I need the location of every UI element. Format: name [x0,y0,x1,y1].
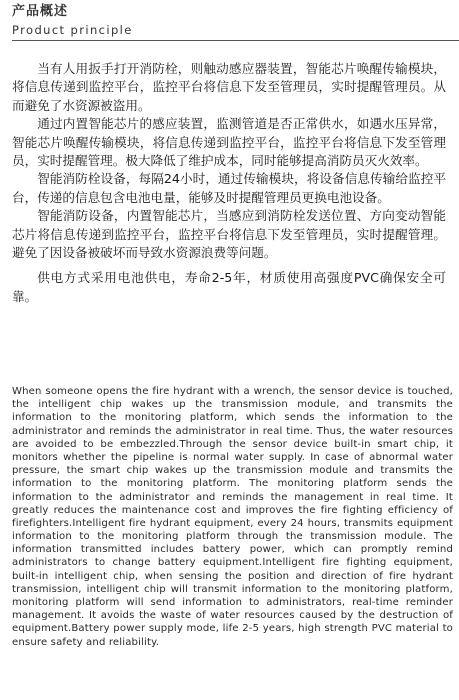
en-paragraph: When someone opens the fire hydrant with a wrench, the sensor device is touched, the intelligent chip wakes up the transmission module, and transmits the information to the monitoring platform, which sends the information to the administrator and reminds the administrator in real time. Thus, the water resources are avoided to be embezzled.Through the sensor device built-in smart chip, it monitors whether the pipeline is normal water supply. In case of abnormal water pressure, the smart chip wakes up the transmission module and transmits the information to the monitoring platform. The monitoring platform sends the information to the administrator and reminds the management in real time. It greatly reduces the maintenance cost and improves the fire fighting efficiency of firefighters.Intelligent fire hydrant equipment, every 24 hours, transmits equipment information to the monitoring platform through the transmission module. The information transmitted includes battery power, which can promptly remind administrators to change battery equipment.Intelligent fire fighting equipment, built-in intelligent chip, when sensing the position and direction of fire hydrant transmission, intelligent chip will transmit information to the monitoring platform, monitoring platform will send information to administrators, real-time reminder management. It avoids the waste of water resources caused by the destruction of equipment.Battery power supply mode, life 2-5 years, high strength PVC material to ensure safety and reliability. [12,386,453,648]
header-divider [12,40,459,41]
cn-paragraph-3: 智能消防栓设备，每隔24小时，通过传输模块，将设备信息传输给监控平台，传递的信息包含电池电量，能够及时提醒管理员更换电池设备。 [12,171,446,205]
cn-paragraph-4: 智能消防设备，内置智能芯片，当感应到消防栓发送位置、方向变动智能芯片将信息传递到监控平台，监控平台将信息下发至管理员，实时提醒管理。避免了因设备被破坏而导致水资源浪费等问题。 [12,208,446,261]
cn-paragraph-2: 通过内置智能芯片的感应装置，监测管道是否正常供水，如遇水压异常，智能芯片唤醒传输模块，将信息传递到监控平台，监控平台将信息下发至管理员，实时提醒管理。极大降低了维护成本，同时能够提高消防员灭火效率。 [12,116,446,169]
section-title-chinese: 产品概述 [12,4,69,19]
chinese-description [12,60,446,306]
section-title-english: Product principle [12,23,133,37]
cn-paragraph-5: 供电方式采用电池供电，寿命2-5年，材质使用高强度PVC确保安全可靠。 [12,270,446,304]
cn-paragraph-1: 当有人用扳手打开消防栓，则触动感应器装置，智能芯片唤醒传输模块，将信息传递到监控平台，监控平台将信息下发至管理员，实时提醒管理员。从而避免了水资源被盗用。 [12,61,446,113]
section-header [12,4,459,39]
english-description [12,385,453,649]
